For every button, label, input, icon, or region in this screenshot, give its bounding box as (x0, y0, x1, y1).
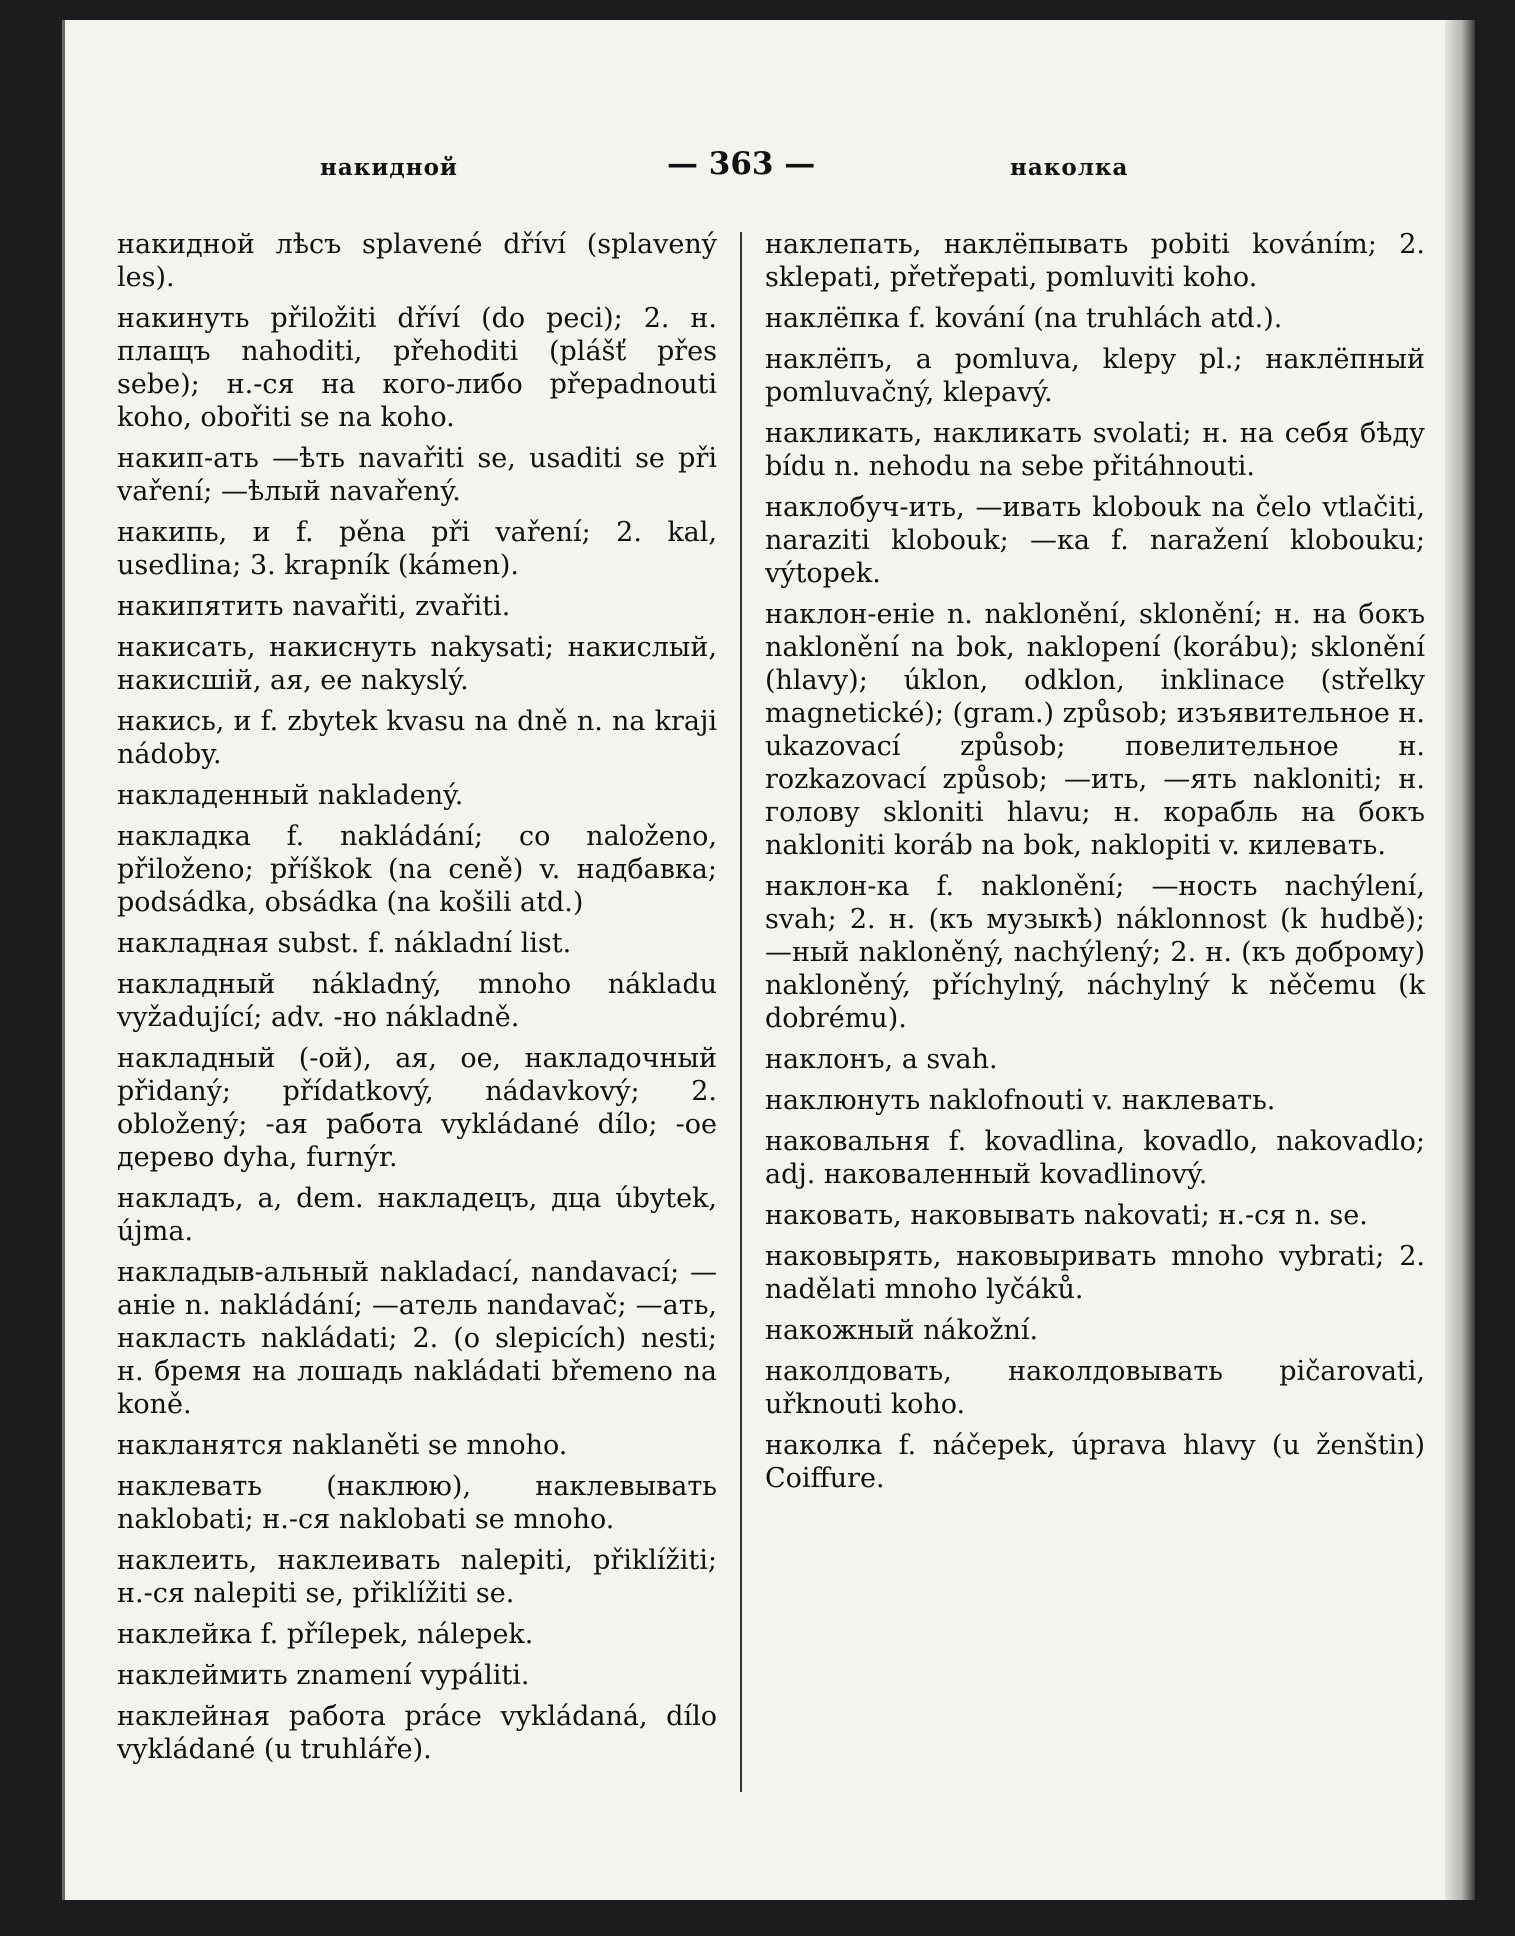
page-header (65, 136, 1365, 196)
dictionary-entry: наковальня f. kovadlina, kovadlo, nakovadlo; adj. наковаленный kovadlinový. (765, 1126, 1425, 1190)
dictionary-entry: накинуть přiložiti dříví (do peci); 2. н. плащъ nahoditi, přehoditi (plášť přes sebe); н.-ся на кого-либо přepadnouti koho, obořiti se na koho. (117, 303, 717, 433)
right-column (765, 228, 1425, 1503)
dictionary-entry: накладная subst. f. nákladní list. (117, 928, 572, 959)
dictionary-entry: накладенный nakladený. (117, 780, 464, 811)
dictionary-entry: наклеймить znamení vypáliti. (117, 1660, 530, 1691)
dictionary-entry: наковырять, наковыривать mnoho vybrati; 2. nadělati mnoho lyčáků. (765, 1241, 1425, 1305)
dictionary-entry: наковать, наковывать nakovati; н.-ся n. se. (765, 1200, 1368, 1231)
dictionary-entry: наклёпка f. kování (na truhlách atd.). (765, 303, 1283, 334)
dictionary-entry: накладъ, а, dem. накладецъ, дца úbytek, újma. (117, 1183, 717, 1247)
dictionary-entry: наклейная работа práce vykládaná, dílo vykládané (u truhláře). (117, 1701, 717, 1765)
header-right-guide-word: наколка (1010, 154, 1129, 181)
dictionary-entry: наклеить, наклеивать nalepiti, přiklížiti; н.-ся nalepiti se, přiklížiti se. (117, 1545, 717, 1609)
column-divider (740, 232, 742, 1792)
dictionary-entry: накланятся naklaněti se mnoho. (117, 1430, 568, 1461)
dictionary-entry: накладыв-альный nakladací, nandavací; —аніе n. nakládání; —атель nandavač; —ать, накласть nakládati; 2. (o slepicích) nesti; н. бремя на лошадь nakládati břemeno na koně. (117, 1257, 717, 1420)
dictionary-entry: накладный nákladný, mnoho nákladu vyžadující; adv. -но nákladně. (117, 969, 717, 1033)
dictionary-entry: накликать, накликать svolati; н. на себя бѣду bídu n. nehodu na sebe přitáhnouti. (765, 418, 1425, 482)
dictionary-entry: наклон-ка f. naklonění; —ность nachýlení, svah; 2. н. (къ музыкѣ) náklonnost (k hudbě); —ный nakloněný, nachýlený; 2. н. (къ доброму) nakloněný, příchylný, náchylný k něčemu (k dobrému). (765, 871, 1425, 1034)
dictionary-page (62, 20, 1475, 1900)
dictionary-entry: наклюнуть naklofnouti v. наклевать. (765, 1085, 1276, 1116)
dictionary-entry: наклон-еніе n. naklonění, sklonění; н. на бокъ naklonění na bok, naklopení (korábu); sklonění (hlavy); úklon, odklon, inklinace (střelky magnetické); (gram.) způsob; изъявительное н. ukazovací způsob; повелительное н. rozkazovací způsob; —ить, —ять nakloniti; н. голову skloniti hlavu; н. корабль на бокъ nakloniti koráb na bok, naklopiti v. килевать. (765, 599, 1425, 861)
dictionary-entry: наклёпъ, а pomluva, klepy pl.; наклёпный pomluvačný, klepavý. (765, 344, 1425, 408)
dictionary-entry: накладный (-ой), ая, ое, накладочный přidaný; přídatkový, nádavkový; 2. obložený; -ая работа vykládané dílo; -ое дерево dyha, furnýr. (117, 1043, 717, 1173)
dictionary-entry: накип-ать —ѣть navařiti se, usaditi se při vaření; —ѣлый navařený. (117, 443, 717, 507)
header-left-guide-word: накидной (320, 154, 458, 181)
dictionary-entry: наклонъ, а svah. (765, 1044, 998, 1075)
dictionary-entry: накипятить navařiti, zvařiti. (117, 591, 511, 622)
dictionary-entry: наклепать, наклёпывать pobiti kováním; 2. sklepati, přetřepati, pomluviti koho. (765, 229, 1425, 293)
dictionary-entry: наколдовать, наколдовывать pičarovati, uřknouti koho. (765, 1356, 1425, 1420)
dictionary-entry: накладка f. nakládání; co naloženo, přiloženo; příškok (na ceně) v. надбавка; podsádka, obsádka (na košili atd.) (117, 821, 717, 918)
dictionary-entry: накипь, и f. pěna při vaření; 2. kal, usedlina; 3. krapník (kámen). (117, 517, 717, 581)
dictionary-entry: наклейка f. přílepek, nálepek. (117, 1619, 534, 1650)
dictionary-entry: накисать, накиснуть nakysati; накислый, накисшій, ая, ее nakyslý. (117, 632, 717, 696)
dictionary-entry: наклевать (наклюю), наклевывать naklobati; н.-ся naklobati se mnoho. (117, 1471, 717, 1535)
dictionary-entry: накись, и f. zbytek kvasu na dně n. na kraji nádoby. (117, 706, 717, 770)
dictionary-entry: наклобуч-ить, —ивать klobouk na čelo vtlačiti, naraziti klobouk; —ка f. naražení klobouku; výtopek. (765, 492, 1425, 589)
left-column (117, 228, 717, 1774)
page-number: — 363 — (667, 146, 816, 182)
page-edge-shadow (1445, 20, 1475, 1900)
dictionary-entry: накожный nákožní. (765, 1315, 1039, 1346)
dictionary-entry: накидной лѣсъ splavené dříví (splavený les). (117, 229, 717, 293)
dictionary-entry: наколка f. náčepek, úprava hlavy (u ženštin) Coiffure. (765, 1430, 1425, 1494)
